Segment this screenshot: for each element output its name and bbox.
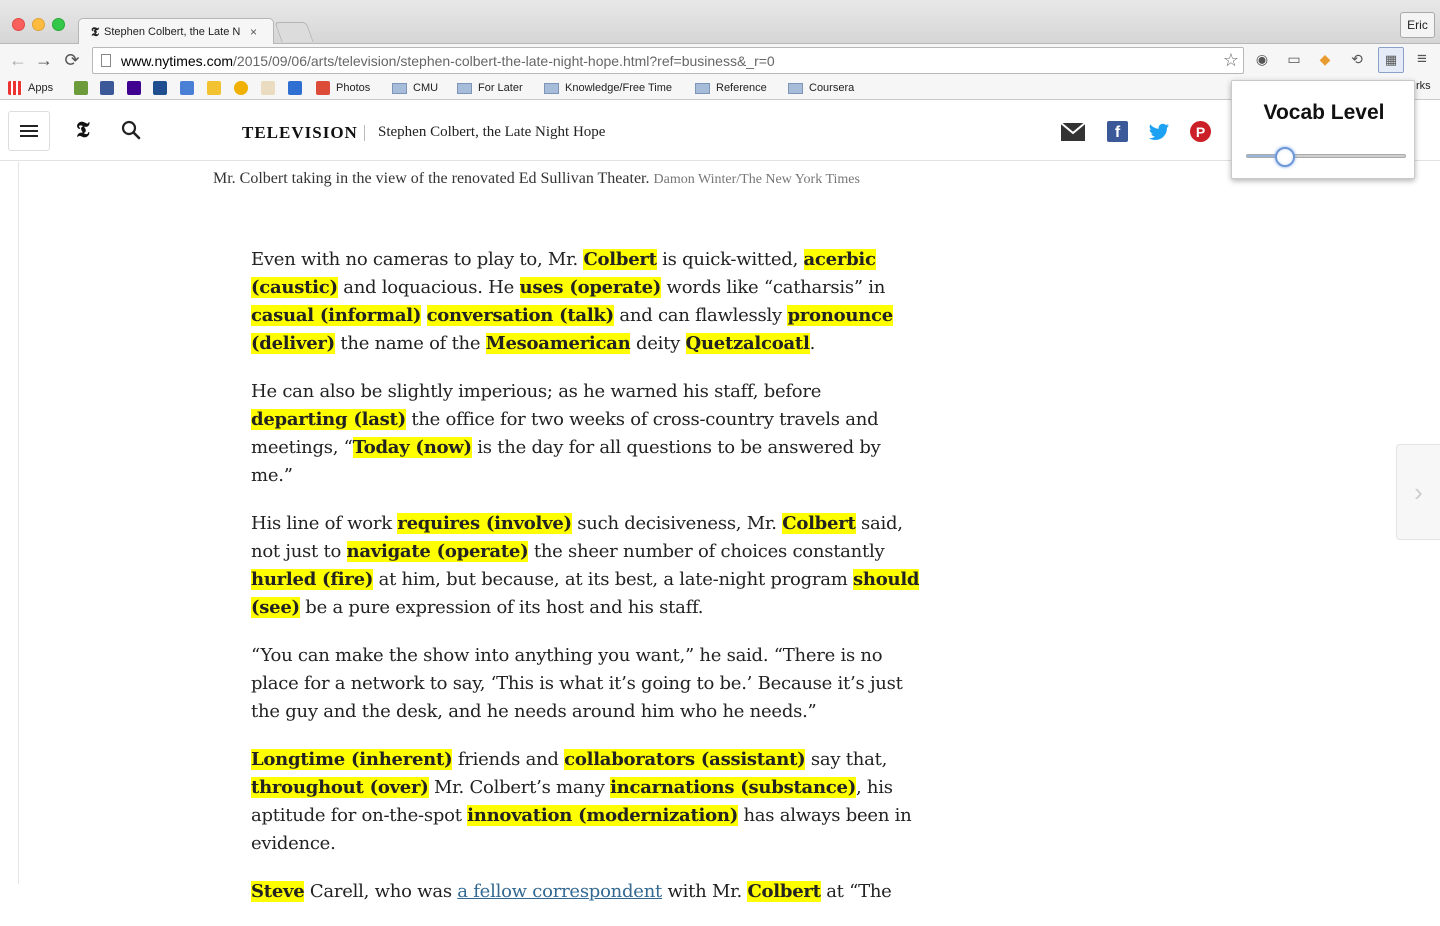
header-article-title: Stephen Colbert, the Late Night Hope xyxy=(378,124,606,140)
pinterest-icon[interactable]: P xyxy=(1190,121,1211,142)
page-border xyxy=(18,162,19,884)
vocab-highlight: casual (informal) xyxy=(251,305,422,326)
check-icon xyxy=(234,81,248,95)
vocab-highlight: acerbic (caustic) xyxy=(251,249,876,298)
browser-toolbar xyxy=(0,44,1440,76)
vocab-highlight: Colbert xyxy=(747,881,821,902)
text-run: His line of work xyxy=(251,513,398,534)
tab-close-icon[interactable]: × xyxy=(249,25,257,39)
text-run: with Mr. xyxy=(662,881,748,902)
header-divider xyxy=(364,125,365,141)
text-run: and can flawlessly xyxy=(613,305,788,326)
article-paragraph xyxy=(251,378,921,490)
bookmark-label: Knowledge/Free Time xyxy=(565,82,672,94)
vocab-highlight: Colbert xyxy=(782,513,856,534)
bookmarks-bar xyxy=(0,76,1440,100)
vocab-level-slider[interactable] xyxy=(1246,154,1406,158)
vocab-highlight: navigate (operate) xyxy=(346,541,529,562)
folder-icon xyxy=(544,83,559,94)
vocab-highlight: collaborators (assistant) xyxy=(564,749,806,770)
bookmark-label: CMU xyxy=(413,82,439,94)
article-paragraph xyxy=(251,510,921,622)
section-name[interactable]: TELEVISION xyxy=(242,123,358,142)
article-paragraph xyxy=(251,746,921,858)
folder-icon xyxy=(392,83,407,94)
bookmark-label: Apps xyxy=(28,82,54,94)
bookmark-goodreads[interactable] xyxy=(261,80,281,96)
text-run: at him, but because, at its best, a late-night program xyxy=(373,569,854,590)
nyt-logo[interactable]: 𝕿 xyxy=(76,117,90,143)
text-run: , his aptitude for on-the-spot xyxy=(251,777,893,826)
vocab-highlight: Quetzalcoatl xyxy=(685,333,810,354)
folder-icon xyxy=(457,83,472,94)
text-run: deity xyxy=(630,333,686,354)
article-body xyxy=(251,246,921,926)
vocab-highlight: departing (last) xyxy=(251,409,406,430)
browser-titlebar xyxy=(0,0,1440,44)
bookmark-chart[interactable] xyxy=(153,80,173,96)
correspondent-link[interactable]: a fellow correspondent xyxy=(457,881,663,902)
address-bar[interactable] xyxy=(92,47,1244,74)
bookmark-label: For Later xyxy=(478,82,523,94)
page-icon xyxy=(101,54,111,67)
text-run: the name of the xyxy=(334,333,486,354)
bookmark-flag[interactable] xyxy=(288,80,308,96)
hamburger-line xyxy=(20,130,38,132)
text-run: say that, xyxy=(805,749,888,770)
translate-extension-icon[interactable]: ⟲ xyxy=(1351,50,1363,67)
text-run: has always been in evidence. xyxy=(251,805,912,854)
yahoo-icon xyxy=(127,81,141,95)
profile-button[interactable]: Eric xyxy=(1400,12,1435,38)
bookmark-yahoo[interactable] xyxy=(127,80,147,96)
folder-icon xyxy=(695,83,710,94)
hamburger-line xyxy=(20,125,38,127)
browser-tab-active[interactable] xyxy=(78,18,274,45)
url-host: www.nytimes.com xyxy=(121,52,234,69)
vocab-highlight: uses (operate) xyxy=(519,277,662,298)
bookmark-reference[interactable] xyxy=(695,80,767,96)
vocab-highlight: hurled (fire) xyxy=(251,569,374,590)
bookmark-star-icon[interactable]: ☆ xyxy=(1222,50,1239,70)
email-icon[interactable] xyxy=(1060,121,1086,143)
chart-icon xyxy=(153,81,167,95)
photo-caption xyxy=(213,170,860,188)
text-run: Mr. Colbert’s many xyxy=(428,777,611,798)
text-run: Carell, who was xyxy=(304,881,458,902)
google-plus-icon xyxy=(316,81,330,95)
vocab-highlight: throughout (over) xyxy=(251,777,429,798)
article-paragraph xyxy=(251,246,921,358)
bookmark-apps[interactable] xyxy=(8,80,53,96)
pocket-extension-icon[interactable]: ◉ xyxy=(1255,50,1269,67)
hamburger-line xyxy=(20,135,38,137)
window-close-button[interactable] xyxy=(12,18,25,31)
next-article-arrow-icon[interactable]: › xyxy=(1396,444,1440,540)
text-run xyxy=(421,305,426,326)
text-run: He can also be slightly imperious; as he warned his staff, before xyxy=(251,381,822,402)
bookmark-translate[interactable] xyxy=(180,80,200,96)
tab-title: Stephen Colbert, the Late N xyxy=(103,26,241,38)
vocab-highlight: Colbert xyxy=(583,249,657,270)
vocab-highlight: should (see) xyxy=(251,569,920,618)
vocab-highlight: Mesoamerican xyxy=(485,333,631,354)
bird-icon xyxy=(74,81,88,95)
lock-icon xyxy=(207,81,221,95)
bookmark-for-later[interactable] xyxy=(457,80,523,96)
text-run: said, not just to xyxy=(251,513,903,562)
vocab-highlight: conversation (talk) xyxy=(426,305,614,326)
article-paragraph: “You can make the show into anything you want,” he said. “There is no place for a network to say, ‘This is what it’s going to be.’ Because it’s just the guy and the desk, and he needs around him who he needs.” xyxy=(251,645,903,722)
text-run: and loquacious. He xyxy=(337,277,520,298)
vocab-highlight: requires (involve) xyxy=(397,513,572,534)
text-run: at “The xyxy=(820,881,892,902)
new-tab-button[interactable] xyxy=(274,22,313,42)
window-minimize-button[interactable] xyxy=(32,18,45,31)
folder-icon xyxy=(788,83,803,94)
translate-icon xyxy=(180,81,194,95)
chrome-menu-icon[interactable]: ≡ xyxy=(1417,49,1427,68)
twitter-icon[interactable] xyxy=(1148,121,1170,143)
vocab-highlight: Steve xyxy=(251,881,305,902)
vocab-highlight: innovation (modernization) xyxy=(467,805,738,826)
window-maximize-button[interactable] xyxy=(52,18,65,31)
goodreads-icon xyxy=(261,81,275,95)
bookmark-photos[interactable] xyxy=(316,80,370,96)
vocab-highlight: incarnations (substance) xyxy=(610,777,856,798)
bookmarks-overflow[interactable]: rks xyxy=(1416,80,1431,92)
sections-menu-button[interactable] xyxy=(8,111,50,151)
text-run: words like “catharsis” in xyxy=(661,277,886,298)
facebook-icon[interactable]: f xyxy=(1107,121,1128,142)
bookmark-facebook[interactable] xyxy=(100,80,120,96)
bookmark-lock[interactable] xyxy=(207,80,227,96)
apps-grid-icon xyxy=(8,81,22,95)
text-run: be a pure expression of its host and his staff. xyxy=(299,597,704,618)
nyt-favicon-icon: 𝕿 xyxy=(91,24,99,40)
vocab-highlight: pronounce (deliver) xyxy=(251,305,893,354)
slider-thumb[interactable] xyxy=(1275,147,1295,167)
honey-extension-icon[interactable]: ◆ xyxy=(1319,50,1331,67)
text-run: the sheer number of choices constantly xyxy=(528,541,885,562)
bookmark-check[interactable] xyxy=(234,80,254,96)
vocab-level-popup xyxy=(1231,80,1415,179)
cast-extension-icon[interactable]: ▭ xyxy=(1287,50,1301,67)
vocab-highlight: Today (now) xyxy=(352,437,472,458)
vocab-extension-icon[interactable]: ▦ xyxy=(1378,47,1404,73)
reload-icon[interactable]: ⟳ xyxy=(64,49,80,70)
article-paragraph xyxy=(251,878,921,906)
flag-icon xyxy=(288,81,302,95)
url-path: /2015/09/06/arts/television/stephen-colbert-the-late-night-hope.html?ref=business&_r=0 xyxy=(233,52,775,69)
facebook-icon xyxy=(100,81,114,95)
text-run: such decisiveness, Mr. xyxy=(571,513,783,534)
bookmark-coursera[interactable] xyxy=(788,80,854,96)
search-icon[interactable] xyxy=(120,119,142,141)
vocab-popup-title: Vocab Level xyxy=(1263,101,1385,124)
bookmark-cmu[interactable] xyxy=(392,80,438,96)
bookmark-bird[interactable] xyxy=(74,80,94,96)
vocab-highlight: Longtime (inherent) xyxy=(251,749,453,770)
text-run: is the day for all questions to be answered by me.” xyxy=(251,437,881,486)
forward-arrow-icon[interactable]: → xyxy=(35,49,53,70)
text-run: Even with no cameras to play to, Mr. xyxy=(251,249,584,270)
text-run: is quick-witted, xyxy=(656,249,804,270)
back-arrow-icon[interactable]: ← xyxy=(9,49,27,70)
nyt-header xyxy=(0,101,1440,161)
photo-credit: Damon Winter/The New York Times xyxy=(653,172,860,187)
text-run: the office for two weeks of cross-country travels and meetings, “ xyxy=(251,409,879,458)
caption-text: Mr. Colbert taking in the view of the renovated Ed Sullivan Theater. xyxy=(213,170,650,187)
bookmark-label: Reference xyxy=(716,82,767,94)
bookmark-label: Photos xyxy=(336,82,371,94)
text-run: friends and xyxy=(452,749,565,770)
bookmark-label: Coursera xyxy=(809,82,855,94)
bookmark-knowledge[interactable] xyxy=(544,80,672,96)
text-run: . xyxy=(809,333,816,354)
